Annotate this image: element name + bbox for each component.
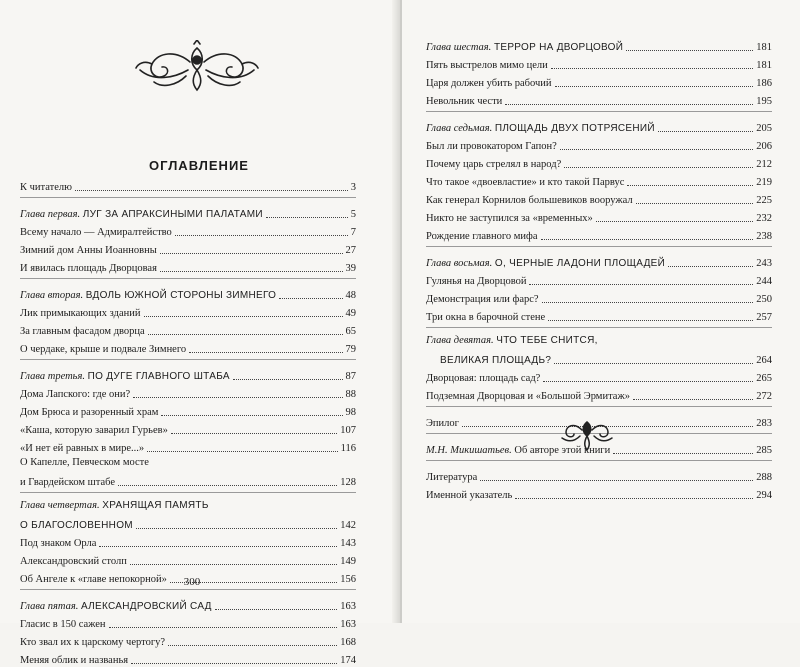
entry-page: 49 <box>345 308 356 319</box>
entry-page: 272 <box>756 391 772 402</box>
chapter-number: Глава пятая. <box>20 601 79 612</box>
dot-leader <box>233 379 343 380</box>
entry-page: 27 <box>345 245 356 256</box>
entry-label: Лик примыкающих зданий <box>20 308 141 319</box>
entry-label: Об авторе этой книги <box>514 445 611 456</box>
flourish-ornament-icon <box>132 40 262 96</box>
chapter-title: ПЛОЩАДЬ ДВУХ ПОТРЯСЕНИЙ <box>494 123 655 134</box>
entry-page: 7 <box>350 227 356 238</box>
toc-left <box>20 176 356 667</box>
chapter-title: АЛЕКСАНДРОВСКИЙ САД <box>80 601 212 612</box>
entry-label: Рождение главного мифа <box>426 231 538 242</box>
toc-entry[interactable] <box>20 383 356 401</box>
dot-leader <box>136 528 337 529</box>
entry-page: 225 <box>756 195 772 206</box>
dot-leader <box>515 498 753 499</box>
entry-page: 128 <box>340 477 356 488</box>
page-title: ОГЛАВЛЕНИЕ <box>149 158 249 173</box>
toc-entry[interactable] <box>426 225 772 243</box>
entry-page: 186 <box>756 78 772 89</box>
chapter-number: Глава девятая. <box>426 335 494 346</box>
dot-leader <box>543 381 753 382</box>
entry-page: 294 <box>756 490 772 501</box>
entry-page: 143 <box>340 538 356 549</box>
divider <box>20 278 356 279</box>
entry-label: Никто не заступился за «временных» <box>426 213 593 224</box>
toc-entry[interactable] <box>426 306 772 324</box>
entry-label: Был ли провокатором Гапон? <box>426 141 557 152</box>
entry-page: 163 <box>340 601 356 612</box>
toc-entry[interactable] <box>426 72 772 90</box>
divider <box>426 111 772 112</box>
toc-entry[interactable] <box>20 302 356 320</box>
entry-page: 48 <box>345 290 356 301</box>
chapter-heading[interactable] <box>20 498 356 532</box>
toc-entry[interactable] <box>20 176 356 194</box>
toc-entry[interactable] <box>20 239 356 257</box>
dot-leader <box>130 564 337 565</box>
toc-entry[interactable] <box>20 320 356 338</box>
chapter-heading[interactable] <box>20 365 356 383</box>
entry-page: 149 <box>340 556 356 567</box>
divider <box>20 589 356 590</box>
divider <box>426 246 772 247</box>
entry-page: 212 <box>756 159 772 170</box>
dot-leader <box>161 415 342 416</box>
dot-leader <box>168 645 337 646</box>
dot-leader <box>551 68 754 69</box>
chapter-number: Глава седьмая. <box>426 123 493 134</box>
entry-page: 39 <box>345 263 356 274</box>
toc-entry[interactable] <box>20 532 356 550</box>
toc-entry[interactable] <box>20 338 356 356</box>
toc-entry[interactable] <box>426 484 772 502</box>
dot-leader <box>658 131 753 132</box>
toc-entry[interactable] <box>20 631 356 649</box>
entry-label: Подземная Дворцовая и «Большой Эрмитаж» <box>426 391 630 402</box>
entry-label: Дом Брюса и разоренный храм <box>20 407 159 418</box>
entry-page: 205 <box>756 123 772 134</box>
chapter-heading[interactable] <box>426 252 772 270</box>
dot-leader <box>480 480 753 481</box>
toc-entry[interactable] <box>20 257 356 275</box>
dot-leader <box>144 316 343 317</box>
dot-leader <box>613 453 753 454</box>
entry-label: Дома Лапского: где они? <box>20 389 131 400</box>
dot-leader <box>554 363 753 364</box>
chapter-number: Глава восьмая. <box>426 258 493 269</box>
tailpiece-ornament-icon <box>560 418 614 452</box>
entry-label: Меняя облик и названья <box>20 655 129 666</box>
dot-leader <box>160 253 343 254</box>
chapter-heading[interactable] <box>426 117 772 135</box>
dot-leader <box>131 663 337 664</box>
toc-entry[interactable] <box>426 288 772 306</box>
entry-page: 142 <box>340 520 356 531</box>
entry-label: Гласис в 150 сажен <box>20 619 106 630</box>
entry-page: 288 <box>756 472 772 483</box>
entry-page: 181 <box>756 60 772 71</box>
toc-entry[interactable] <box>426 90 772 108</box>
entry-page: 156 <box>340 574 356 585</box>
toc-entry[interactable] <box>426 466 772 484</box>
entry-label: Царя должен убить рабочий <box>426 78 552 89</box>
entry-label: О Капелле, Певческом мосте <box>20 457 149 468</box>
entry-label: Три окна в барочной стене <box>426 312 546 323</box>
dot-leader <box>633 399 753 400</box>
dot-leader <box>636 203 754 204</box>
dot-leader <box>505 104 753 105</box>
entry-page: 264 <box>756 355 772 366</box>
toc-entry[interactable] <box>20 455 356 489</box>
entry-page: 116 <box>340 443 356 454</box>
entry-page: 98 <box>345 407 356 418</box>
chapter-title: О, ЧЕРНЫЕ ЛАДОНИ ПЛОЩАДЕЙ <box>494 258 666 269</box>
toc-entry[interactable] <box>426 367 772 385</box>
divider <box>426 406 772 407</box>
entry-label: Невольник чести <box>426 96 503 107</box>
entry-page: 265 <box>756 373 772 384</box>
chapter-title: ПО ДУГЕ ГЛАВНОГО ШТАБА <box>87 371 230 382</box>
entry-page: 244 <box>756 276 772 287</box>
chapter-heading[interactable] <box>20 595 356 613</box>
toc-entry[interactable] <box>20 221 356 239</box>
entry-page: 219 <box>756 177 772 188</box>
toc-entry[interactable] <box>20 401 356 419</box>
chapter-title: ЧТО ТЕБЕ СНИТСЯ, <box>496 335 598 346</box>
entry-label: Всему начало — Адмиралтейство <box>20 227 172 238</box>
entry-page: 250 <box>756 294 772 305</box>
right-page <box>402 0 800 623</box>
chapter-title: ХРАНЯЩАЯ ПАМЯТЬ <box>102 500 209 511</box>
chapter-number: Глава четвертая. <box>20 500 100 511</box>
dot-leader <box>560 149 753 150</box>
dot-leader <box>148 334 343 335</box>
entry-label: Именной указатель <box>426 490 513 501</box>
entry-page: 285 <box>756 445 772 456</box>
entry-label: Под знаком Орла <box>20 538 97 549</box>
entry-page: 163 <box>340 619 356 630</box>
dot-leader <box>75 190 348 191</box>
entry-page: 168 <box>340 637 356 648</box>
chapter-title: ТЕРРОР НА ДВОРЦОВОЙ <box>493 42 624 53</box>
dot-leader <box>279 298 342 299</box>
dot-leader <box>118 485 337 486</box>
entry-label: Гулянья на Дворцовой <box>426 276 527 287</box>
entry-page: 107 <box>340 425 356 436</box>
chapter-title: ВДОЛЬ ЮЖНОЙ СТОРОНЫ ЗИМНЕГО <box>85 290 277 301</box>
entry-label: Эпилог <box>426 418 459 429</box>
dot-leader <box>109 627 338 628</box>
entry-label: Кто звал их к царскому чертогу? <box>20 637 166 648</box>
entry-page: 88 <box>345 389 356 400</box>
chapter-heading[interactable] <box>20 203 356 221</box>
entry-page: 195 <box>756 96 772 107</box>
toc-entry[interactable] <box>426 207 772 225</box>
chapter-number: Глава третья. <box>20 371 85 382</box>
dot-leader <box>596 221 753 222</box>
toc-entry[interactable] <box>426 54 772 72</box>
toc-entry[interactable] <box>426 189 772 207</box>
entry-page: 238 <box>756 231 772 242</box>
toc-entry[interactable] <box>426 270 772 288</box>
entry-label: Что такое «двоевластие» и кто такой Парвус <box>426 177 625 188</box>
entry-label: За главным фасадом дворца <box>20 326 145 337</box>
entry-page: 5 <box>350 209 356 220</box>
entry-page: 283 <box>756 418 772 429</box>
dot-leader <box>133 397 342 398</box>
dot-leader <box>160 271 343 272</box>
chapter-number: Глава вторая. <box>20 290 84 301</box>
entry-label: Дворцовая: площадь сад? <box>426 373 541 384</box>
chapter-number: Глава шестая. <box>426 42 492 53</box>
entry-label: И явилась площадь Дворцовая <box>20 263 157 274</box>
entry-label: Пять выстрелов мимо цели <box>426 60 548 71</box>
dot-leader <box>542 302 754 303</box>
dot-leader <box>147 451 337 452</box>
toc-entry[interactable] <box>20 419 356 437</box>
divider <box>426 327 772 328</box>
dot-leader <box>555 86 754 87</box>
entry-page: 243 <box>756 258 772 269</box>
entry-page: 65 <box>345 326 356 337</box>
chapter-title: О БЛАГОСЛОВЕННОМ <box>20 520 133 531</box>
dot-leader <box>175 235 348 236</box>
entry-page: 232 <box>756 213 772 224</box>
entry-label: «И нет ей равных в мире...» <box>20 443 145 454</box>
chapter-title: ЛУГ ЗА АПРАКСИНЫМИ ПАЛАТАМИ <box>82 209 263 220</box>
entry-label: Зимний дом Анны Иоанновны <box>20 245 157 256</box>
toc-entry[interactable] <box>426 153 772 171</box>
page-number: 300 <box>183 576 201 588</box>
dot-leader <box>541 239 754 240</box>
toc-entry[interactable] <box>426 135 772 153</box>
entry-label: Александровский столп <box>20 556 127 567</box>
entry-page: 257 <box>756 312 772 323</box>
entry-label: Почему царь стрелял в народ? <box>426 159 562 170</box>
entry-label: К читателю <box>20 182 72 193</box>
entry-page: 3 <box>350 182 356 193</box>
divider <box>20 197 356 198</box>
dot-leader <box>626 50 753 51</box>
chapter-heading[interactable] <box>426 36 772 54</box>
divider <box>426 460 772 461</box>
dot-leader <box>266 217 348 218</box>
toc-entry[interactable] <box>20 550 356 568</box>
dot-leader <box>171 433 337 434</box>
dot-leader <box>189 352 342 353</box>
dot-leader <box>668 266 753 267</box>
entry-page: 79 <box>345 344 356 355</box>
entry-page: 206 <box>756 141 772 152</box>
chapter-title: ВЕЛИКАЯ ПЛОЩАДЬ? <box>440 355 552 366</box>
dot-leader <box>548 320 753 321</box>
entry-label: Литература <box>426 472 478 483</box>
entry-label: «Каша, которую заварил Гурьев» <box>20 425 168 436</box>
chapter-heading[interactable] <box>426 333 772 367</box>
entry-label: Об Ангеле к «главе непокорной» <box>20 574 167 585</box>
entry-page: 174 <box>340 655 356 666</box>
dot-leader <box>627 185 753 186</box>
author-name: М.Н. Микишатьев. <box>426 445 512 456</box>
toc-entry[interactable] <box>20 613 356 631</box>
chapter-heading[interactable] <box>20 284 356 302</box>
entry-label: и Гвардейском штабе <box>20 477 116 488</box>
toc-entry[interactable] <box>426 385 772 403</box>
entry-label: О чердаке, крыше и подвале Зимнего <box>20 344 187 355</box>
divider <box>20 359 356 360</box>
dot-leader <box>215 609 338 610</box>
entry-page: 181 <box>756 42 772 53</box>
dot-leader <box>99 546 337 547</box>
dot-leader <box>564 167 753 168</box>
left-page <box>0 0 398 666</box>
dot-leader <box>529 284 753 285</box>
divider <box>20 492 356 493</box>
entry-label: Как генерал Корнилов большевиков вооружал <box>426 195 633 206</box>
toc-entry[interactable] <box>426 171 772 189</box>
entry-label: Демонстрация или фарс? <box>426 294 539 305</box>
toc-entry[interactable] <box>20 649 356 667</box>
toc-entry[interactable] <box>20 437 356 455</box>
chapter-number: Глава первая. <box>20 209 81 220</box>
entry-page: 87 <box>345 371 356 382</box>
